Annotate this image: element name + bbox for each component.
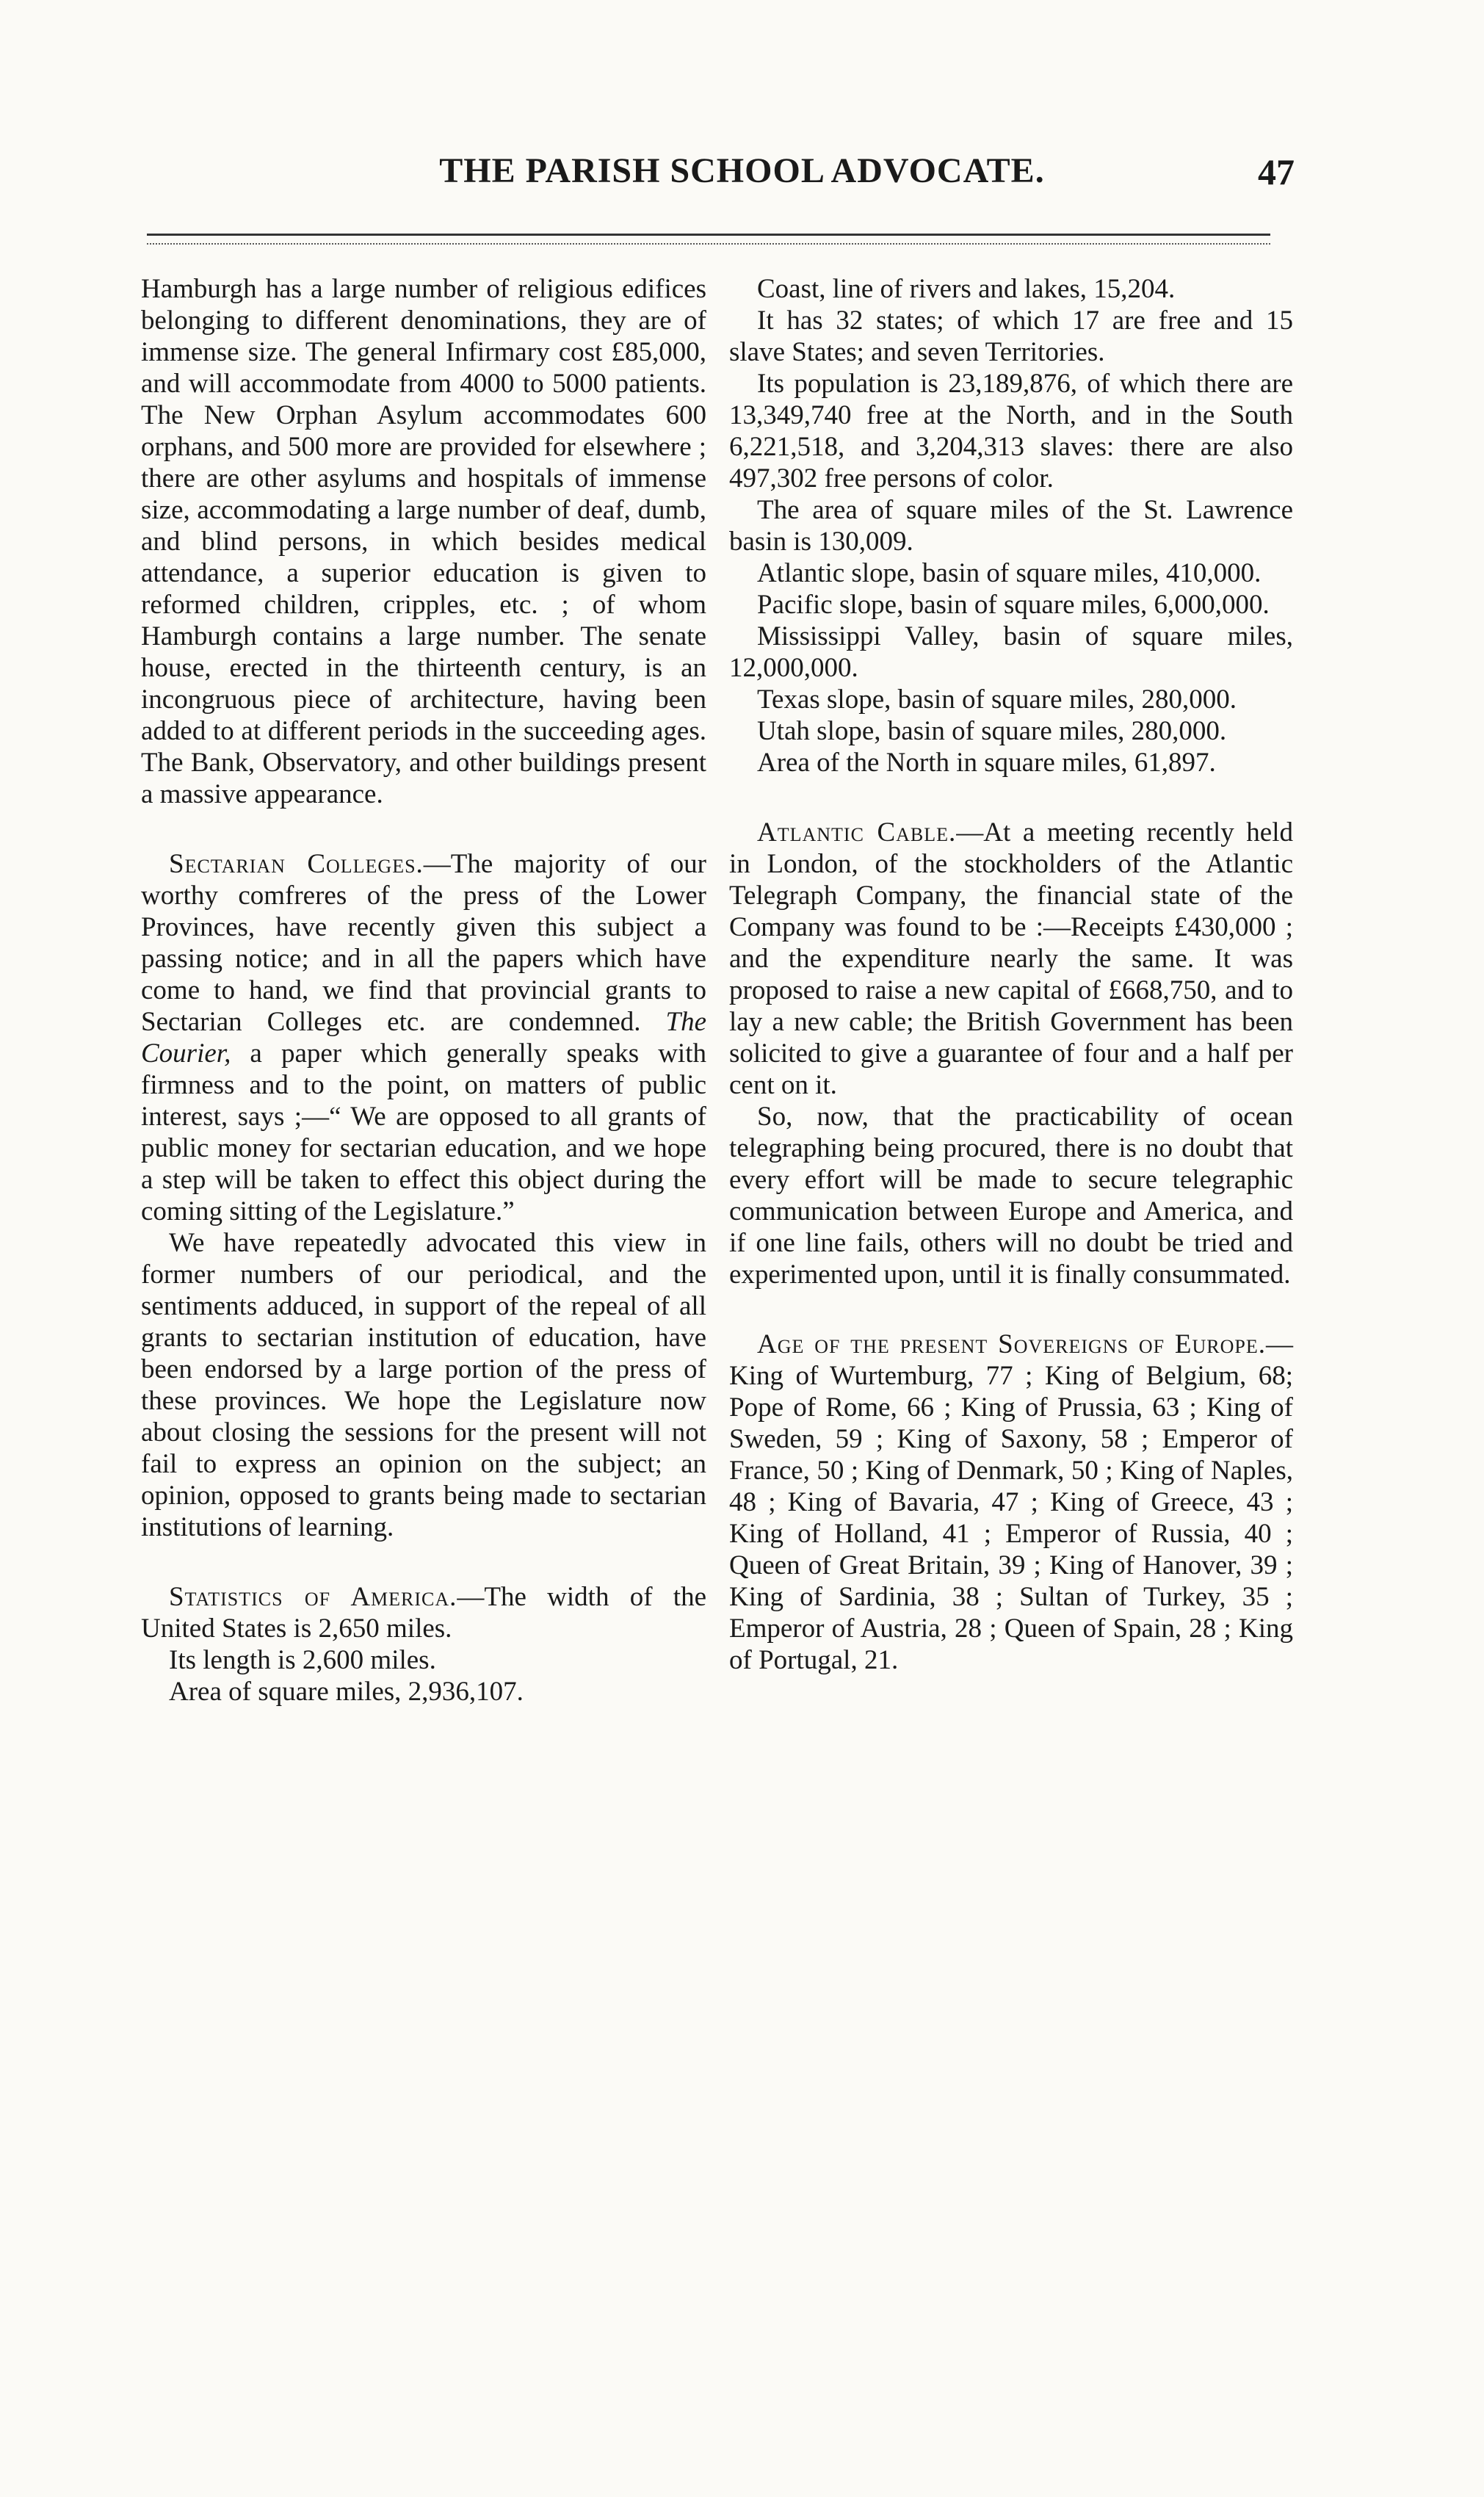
statistics-line: Its length is 2,600 miles. xyxy=(169,1645,436,1675)
right-column xyxy=(729,273,1293,1676)
statistics-article xyxy=(141,1581,706,1644)
statistics-line: Pacific slope, basin of square miles, 6,000,000. xyxy=(757,590,1270,620)
statistics-line: Atlantic slope, basin of square miles, 410,000. xyxy=(757,558,1262,588)
article-text: —The width of the United States is 2,650 miles. xyxy=(141,1582,706,1644)
page-title: THE PARISH SCHOOL ADVOCATE. xyxy=(439,151,1045,190)
statistics-line: Utah slope, basin of square miles, 280,000. xyxy=(757,716,1227,746)
sectarian-colleges-article xyxy=(141,848,706,1227)
section-heading: Sectarian Colleges. xyxy=(169,849,424,879)
article-text: a paper which generally speaks with firmness and to the point, on matters of public interest, says ;—“ We are opposed to all grants of public money for sectarian education, and we hope a step will be taken to effect this object during the coming sitting of the Legislature.” xyxy=(141,1038,706,1226)
section-heading: Statistics of America. xyxy=(169,1582,457,1612)
page-number: 47 xyxy=(1258,151,1295,192)
statistics-line: Coast, line of rivers and lakes, 15,204. xyxy=(757,274,1176,304)
section-heading: Age of the present Sovereigns of Europe. xyxy=(757,1329,1266,1359)
statistics-line: Texas slope, basin of square miles, 280,000. xyxy=(757,684,1237,715)
header-rule xyxy=(147,234,1270,245)
statistics-line: It has 32 states; of which 17 are free and 15 slave States; and seven Territories. xyxy=(729,306,1293,367)
running-head xyxy=(0,151,1484,202)
statistics-line: Area of the North in square miles, 61,897. xyxy=(757,748,1216,778)
statistics-line: Its population is 23,189,876, of which there are 13,349,740 free at the North, and in the South 6,221,518, and 3,204,313 slaves: there are also 497,302 free persons of color. xyxy=(729,369,1293,494)
cable-paragraph: So, now, that the practicability of ocean telegraphing being procured, there is no doubt that every effort will be made to secure telegraphic communication between Europe and America, and if one line fails, others will no doubt be tried and experimented upon, until it is finally consummated. xyxy=(729,1102,1293,1290)
statistics-line: Area of square miles, 2,936,107. xyxy=(169,1677,524,1707)
left-column xyxy=(141,273,706,1708)
section-heading: Atlantic Cable. xyxy=(757,817,957,848)
statistics-line: Mississippi Valley, basin of square miles, 12,000,000. xyxy=(729,621,1293,683)
article-text: —The majority of our worthy comfreres of the press of the Lower Provinces, have recently given this subject a passing notice; and in all the papers which have come to hand, we find that provincial grants to Sectarian Colleges etc. are condemned. xyxy=(141,849,706,1037)
atlantic-cable-article xyxy=(729,817,1293,1101)
sectarian-paragraph: We have repeatedly advocated this view in former numbers of our periodical, and the sentiments adduced, in support of the repeal of all grants to sectarian institution of education, have been endorsed by a large portion of the press of these provinces. We hope the Legislature now about closing the sessions for the present will not fail to express an opinion on the subject; an opinion, opposed to grants being made to sectarian institutions of learning. xyxy=(141,1228,706,1542)
newspaper-title: The Courier, xyxy=(141,1007,706,1069)
article-text: —At a meeting recently held in London, of the stockholders of the Atlantic Telegraph Company, the financial state of the Company was found to be :—Receipts £430,000 ; and the expenditure nearly the same. It was proposed to raise a new capital of £668,750, and to lay a new cable; the British Government has been solicited to give a guarantee of four and a half per cent on it. xyxy=(729,817,1293,1100)
article-text: —King of Wurtemburg, 77 ; King of Belgium, 68; Pope of Rome, 66 ; King of Prussia, 63 ; King of Sweden, 59 ; King of Saxony, 58 ; Emperor of France, 50 ; King of Denmark, 50 ; King of Naples, 48 ; King of Bavaria, 47 ; King of Greece, 43 ; King of Holland, 41 ; Emperor of Russia, 40 ; Queen of Great Britain, 39 ; King of Hanover, 39 ; King of Sardinia, 38 ; Sultan of Turkey, 35 ; Emperor of Austria, 28 ; Queen of Spain, 28 ; King of Portugal, 21. xyxy=(729,1329,1293,1675)
hamburgh-paragraph: Hamburgh has a large number of religious edifices belonging to different denominations, they are of immense size. The general Infirmary cost £85,000, and will accommodate from 4000 to 5000 patients. The New Orphan Asylum accommodates 600 orphans, and 500 more are provided for elsewhere ; there are other asylums and hospitals of immense size, accommodating a large number of deaf, dumb, and blind persons, in which besides medical attendance, a superior education is given to reformed children, cripples, etc. ; of whom Hamburgh contains a large number. The senate house, erected in the thirteenth century, is an incongruous piece of architecture, having been added to at different periods in the succeeding ages. The Bank, Observatory, and other buildings present a massive appearance. xyxy=(141,274,706,809)
statistics-line: The area of square miles of the St. Lawrence basin is 130,009. xyxy=(729,495,1293,557)
sovereigns-article xyxy=(729,1329,1293,1676)
